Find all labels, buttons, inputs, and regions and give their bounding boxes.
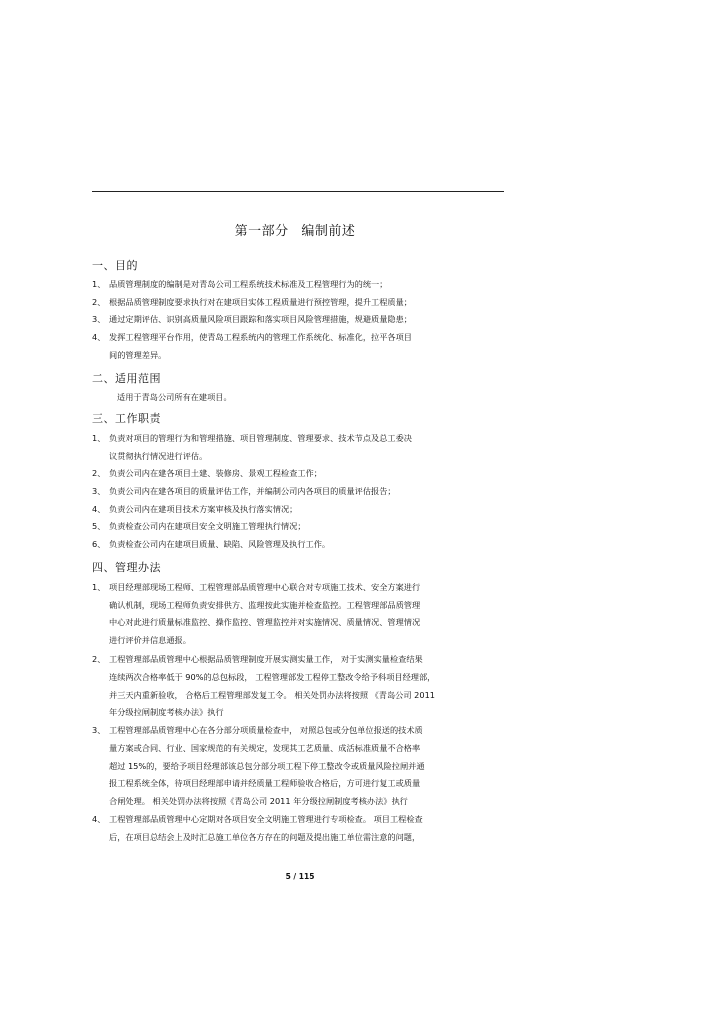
list-item: 负责公司内在建项目技术方案审核及执行落实情况； [109, 504, 298, 514]
list-item-continuation: 确认机制，现场工程师负责安排供方、监理按此实施并检查监控。工程管理部品质管理 [109, 600, 421, 610]
list-number: 1、 [92, 433, 106, 443]
list-item: 负责公司内在建各项目的质量评估工作，并编制公司内各项目的质量评估报告； [109, 486, 396, 496]
section-heading-purpose: 一、目的 [92, 259, 138, 272]
list-number: 3、 [92, 725, 106, 735]
list-item: 负责检查公司内在建项目安全文明施工管理执行情况； [109, 521, 306, 531]
list-item: 工程管理部品质管理中心根据品质管理制度开展实测实量工作， 对于实测实量检查结果 [109, 654, 423, 664]
list-item-continuation: 进行评价并信息通报。 [109, 635, 191, 645]
list-item: 工程管理部品质管理中心定期对各项目安全文明施工管理进行专项检查。 项目工程检查 [109, 814, 423, 824]
list-number: 4、 [92, 332, 106, 342]
list-item-continuation: 并三天内重新验收， 合格后工程管理部发复工令。 相关处罚办法将按照 《青岛公司 2011 [109, 690, 435, 700]
list-item-continuation: 报工程系统全体，待项目经理部申请并经质量工程师验收合格后，方可进行复工或质量 [109, 778, 421, 788]
list-item-continuation: 中心对此进行质量标准监控、操作监控、管理监控并对实施情况、质量情况、管理情况 [109, 617, 421, 627]
title-part: 第一部分 [234, 224, 289, 239]
list-item: 负责公司内在建各项目土建、装修房、景观工程检查工作； [109, 468, 322, 478]
page-title [0, 220, 590, 239]
list-item: 负责检查公司内在建项目质量、缺陷、风险管理及执行工作。 [109, 539, 331, 549]
page-number: 5 / 115 [285, 872, 315, 881]
scope-text: 适用于青岛公司所有在建项目。 [117, 392, 232, 402]
list-number: 2、 [92, 297, 106, 307]
list-item-continuation: 年分级拉闸制度考核办法》执行 [109, 707, 224, 717]
list-number: 4、 [92, 814, 106, 824]
list-item-continuation: 后，在项目总结会上及时汇总施工单位各方存在的问题及提出施工单位需注意的问题， [109, 832, 421, 842]
header-rule [92, 191, 504, 192]
section-heading-duties: 三、工作职责 [92, 412, 161, 425]
list-item: 品质管理制度的编制是对青岛公司工程系统技术标准及工程管理行为的统一； [109, 279, 388, 289]
list-number: 2、 [92, 468, 106, 478]
list-number: 1、 [92, 582, 106, 592]
list-number: 4、 [92, 504, 106, 514]
list-item: 通过定期评估、识别高质量风险项目跟踪和落实项目风险管理措施，规避质量隐患； [109, 314, 412, 324]
list-item-continuation: 量方案或合同、行业、国家规范的有关规定，发现其工艺质量、成活标准质量不合格率 [109, 743, 421, 753]
list-item-continuation: 间的管理差异。 [109, 350, 167, 360]
list-item-continuation: 超过 15%的，要给予项目经理部该总包分部分项工程下停工整改令或质量风险拉闸并通 [109, 761, 425, 771]
section-heading-scope: 二、适用范围 [92, 372, 161, 385]
list-item-continuation: 连续两次合格率低于 90%的总包标段， 工程管理部发工程停工整改令给予科项目经理部， [109, 672, 436, 682]
list-number: 5、 [92, 521, 106, 531]
list-number: 1、 [92, 279, 106, 289]
section-heading-methods: 四、管理办法 [92, 561, 161, 574]
list-item: 根据品质管理制度要求执行对在建项目实体工程质量进行预控管理，提升工程质量； [109, 297, 412, 307]
title-name: 编制前述 [301, 224, 356, 239]
list-item-continuation: 议贯彻执行情况进行评估。 [109, 451, 208, 461]
list-item-continuation: 合闸处理。 相关处罚办法将按照《青岛公司 2011 年分级拉闸制度考核办法》执行 [109, 796, 408, 806]
list-number: 3、 [92, 314, 106, 324]
list-number: 2、 [92, 654, 106, 664]
list-item: 项目经理部现场工程师、工程管理部品质管理中心联合对专项施工技术、安全方案进行 [109, 582, 421, 592]
list-item: 工程管理部品质管理中心在各分部分项质量检查中， 对照总包或分包单位报送的技术质 [109, 725, 423, 735]
list-number: 6、 [92, 539, 106, 549]
list-item: 发挥工程管理平台作用，使青岛工程系统内的管理工作系统化、标准化，拉平各项目 [109, 332, 412, 342]
list-number: 3、 [92, 486, 106, 496]
list-item: 负责对项目的管理行为和管理措施、项目管理制度、管理要求、技术节点及总工委决 [109, 433, 412, 443]
